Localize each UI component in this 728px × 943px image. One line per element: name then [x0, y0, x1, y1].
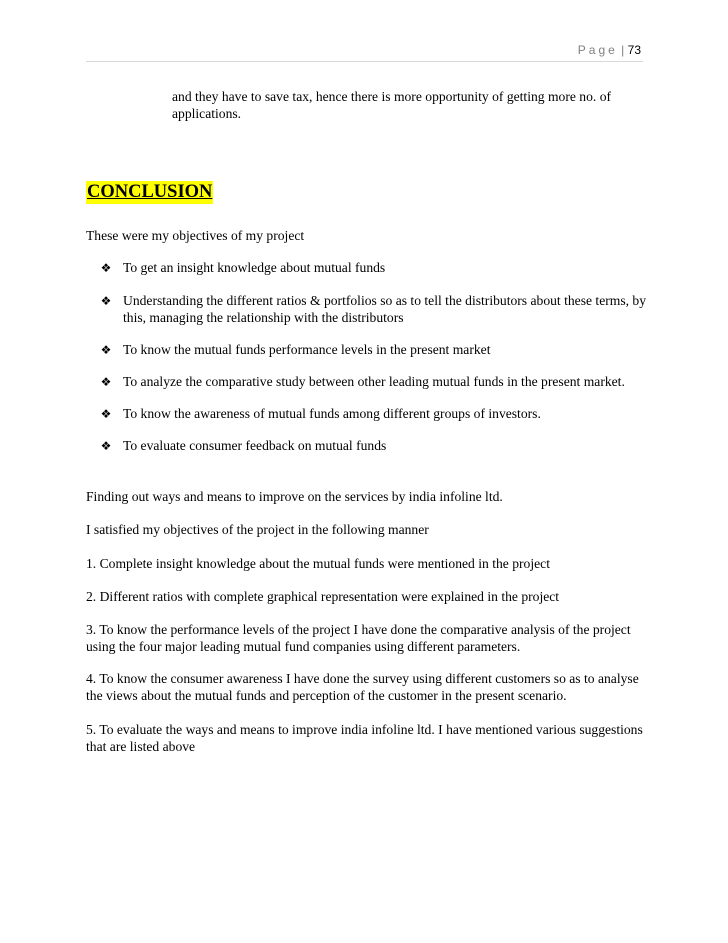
diamond-bullet-icon: ❖ — [100, 261, 112, 275]
list-item — [86, 292, 646, 326]
list-item — [86, 341, 646, 358]
paragraph: 3. To know the performance levels of the project I have done the comparative analysis of the project using the four major leading mutual fund companies using different parameters. — [86, 622, 631, 654]
page-separator: | — [621, 43, 625, 57]
list-item-text: To analyze the comparative study between other leading mutual funds in the present market. — [123, 374, 625, 389]
page-number: 73 — [627, 43, 641, 57]
paragraph: I satisfied my objectives of the project in the following manner — [86, 522, 429, 537]
diamond-bullet-icon: ❖ — [100, 439, 112, 453]
diamond-bullet-icon: ❖ — [100, 375, 112, 389]
list-item-text: To know the mutual funds performance levels in the present market — [123, 342, 491, 357]
paragraph: 2. Different ratios with complete graphical representation were explained in the project — [86, 589, 560, 604]
diamond-bullet-icon: ❖ — [100, 343, 112, 357]
list-item-text: To get an insight knowledge about mutual funds — [123, 260, 386, 275]
list-item — [86, 373, 646, 390]
list-item — [86, 437, 646, 454]
page-header — [86, 37, 643, 62]
page-label: Page — [577, 43, 618, 57]
diamond-bullet-icon: ❖ — [100, 407, 112, 421]
paragraph: 4. To know the consumer awareness I have done the survey using different customers so as to analyse the views about the mutual funds and perception of the customer in the present scenario. — [86, 671, 639, 703]
page-number-label — [578, 43, 641, 57]
objectives-list — [86, 259, 646, 454]
continuation-text: and they have to save tax, hence there is more opportunity of getting more no. of applications. — [172, 89, 612, 121]
intro-text: These were my objectives of my project — [86, 228, 305, 243]
paragraph: Finding out ways and means to improve on the services by india infoline ltd. — [86, 489, 503, 504]
list-item-text: Understanding the different ratios & portfolios so as to tell the distributors about these terms, by this, managing the relationship with the distributors — [123, 293, 647, 325]
diamond-bullet-icon: ❖ — [100, 294, 112, 308]
list-item — [86, 405, 646, 422]
list-item-text: To know the awareness of mutual funds among different groups of investors. — [123, 406, 541, 421]
paragraph: 1. Complete insight knowledge about the mutual funds were mentioned in the project — [86, 556, 550, 571]
list-item — [86, 259, 646, 276]
paragraph: 5. To evaluate the ways and means to improve india infoline ltd. I have mentioned various suggestions that are listed above — [86, 722, 643, 754]
section-heading: CONCLUSION — [87, 182, 213, 202]
list-item-text: To evaluate consumer feedback on mutual funds — [123, 438, 387, 453]
